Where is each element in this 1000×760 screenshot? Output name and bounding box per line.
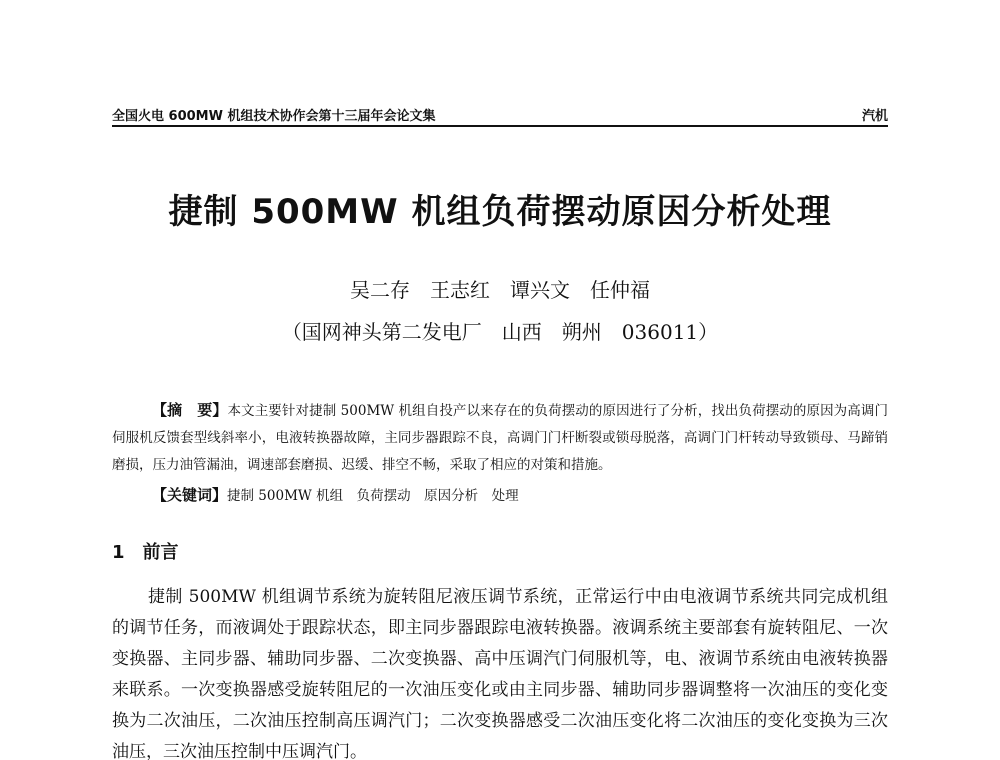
- section-number: 1: [112, 542, 125, 563]
- keywords: [152, 484, 888, 507]
- abstract-label: 【摘 要】: [152, 401, 228, 419]
- section-heading: [112, 538, 179, 564]
- keywords-label: 【关键词】: [152, 486, 228, 504]
- body-paragraph: 捷制 500MW 机组调节系统为旋转阻尼液压调节系统，正常运行中由电液调节系统共同完成机组的调节任务，而液调处于跟踪状态，即主同步器跟踪电液转换器。液调系统主要部套有旋转阻尼、一次变换器、主同步器、辅助同步器、二次变换器、高中压调汽门伺服机等，电、液调节系统由电液转换器来联系。一次变换器感受旋转阻尼的一次油压变化或由主同步器、辅助同步器调整将一次油压的变化变换为二次油压，二次油压控制高压调汽门；二次变换器感受二次油压变化将二次油压的变化变换为三次油压，三次油压控制中压调汽门。: [112, 587, 888, 760]
- affiliation: （国网神头第二发电厂 山西 朔州 036011）: [281, 320, 719, 344]
- keywords-text: 捷制 500MW 机组 负荷摆动 原因分析 处理: [227, 488, 519, 504]
- section-category: 汽机: [861, 109, 888, 124]
- authors: 吴二存 王志红 谭兴文 任仲福: [350, 278, 650, 302]
- abstract-text: 本文主要针对捷制 500MW 机组自投产以来存在的负荷摆动的原因进行了分析，找出负荷摆动的原因为高调门伺服机反馈套型线斜率小，电液转换器故障，主同步器跟踪不良，高调门门杆断裂或锁母脱落，高调门门杆转动导致锁母、马蹄销磨损，压力油管漏油，调速部套磨损、迟缓、排空不畅，采取了相应的对策和措施。: [112, 403, 888, 473]
- running-header: [112, 103, 888, 127]
- proceedings-title: 全国火电 600MW 机组技术协作会第十三届年会论文集: [112, 109, 436, 124]
- section-title: 前言: [142, 542, 179, 563]
- paper-title: 捷制 500MW 机组负荷摆动原因分析处理: [168, 192, 832, 232]
- abstract: [112, 397, 888, 479]
